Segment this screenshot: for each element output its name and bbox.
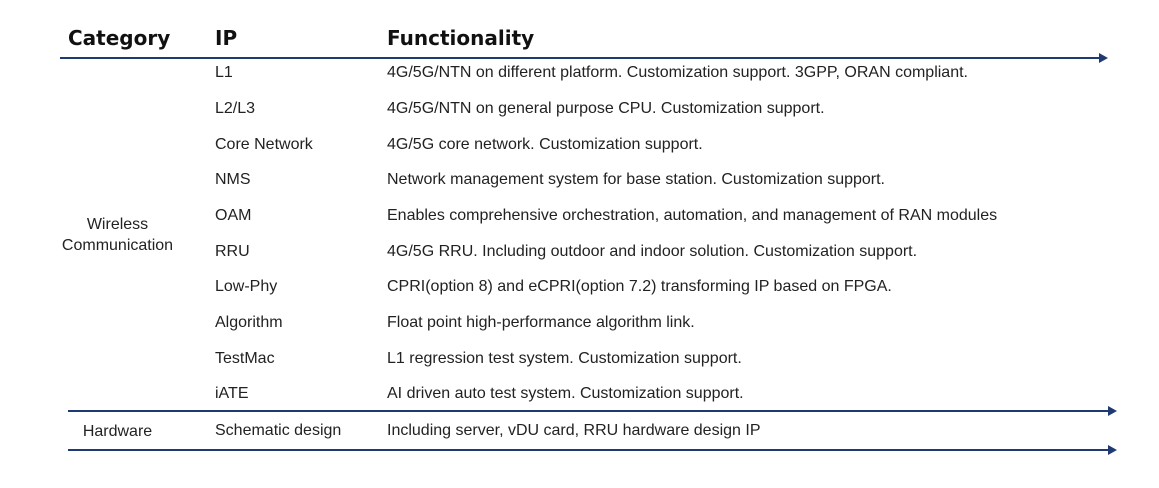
functionality-cell: 4G/5G core network. Customization support.: [387, 136, 703, 153]
functionality-cell: 4G/5G/NTN on different platform. Customization support. 3GPP, ORAN compliant.: [387, 64, 968, 81]
header-divider-arrow: [60, 57, 1105, 59]
table-header-category: Category: [68, 26, 171, 50]
table-header-ip: IP: [215, 26, 238, 50]
category-wireless-communication: [40, 214, 195, 256]
ip-cell: iATE: [215, 385, 249, 402]
table-header-functionality: Functionality: [387, 26, 535, 50]
ip-cell: Algorithm: [215, 314, 283, 331]
ip-cell: Core Network: [215, 136, 313, 153]
ip-cell: RRU: [215, 243, 250, 260]
bottom-divider-arrow: [68, 449, 1114, 451]
functionality-cell: 4G/5G RRU. Including outdoor and indoor solution. Customization support.: [387, 243, 918, 260]
functionality-cell: L1 regression test system. Customization support.: [387, 350, 742, 367]
functionality-cell: Enables comprehensive orchestration, automation, and management of RAN modules: [387, 207, 998, 224]
functionality-cell: Network management system for base station. Customization support.: [387, 171, 885, 188]
functionality-cell: Float point high-performance algorithm link.: [387, 314, 695, 331]
ip-cell: TestMac: [215, 350, 275, 367]
category-wireless-line2: Communication: [61, 237, 174, 254]
functionality-cell: AI driven auto test system. Customization support.: [387, 385, 744, 402]
functionality-cell: 4G/5G/NTN on general purpose CPU. Customization support.: [387, 100, 825, 117]
ip-cell: L2/L3: [215, 100, 256, 117]
functionality-cell: CPRI(option 8) and eCPRI(option 7.2) transforming IP based on FPGA.: [387, 278, 892, 295]
category-hardware: Hardware: [82, 423, 153, 440]
section-divider-arrow: [68, 410, 1114, 412]
functionality-cell: Including server, vDU card, RRU hardware design IP: [387, 422, 761, 439]
ip-cell: Schematic design: [215, 422, 342, 439]
ip-cell: L1: [215, 64, 233, 81]
category-wireless-line1: Wireless: [86, 216, 149, 233]
ip-cell: OAM: [215, 207, 252, 224]
ip-cell: Low-Phy: [215, 278, 278, 295]
ip-cell: NMS: [215, 171, 251, 188]
